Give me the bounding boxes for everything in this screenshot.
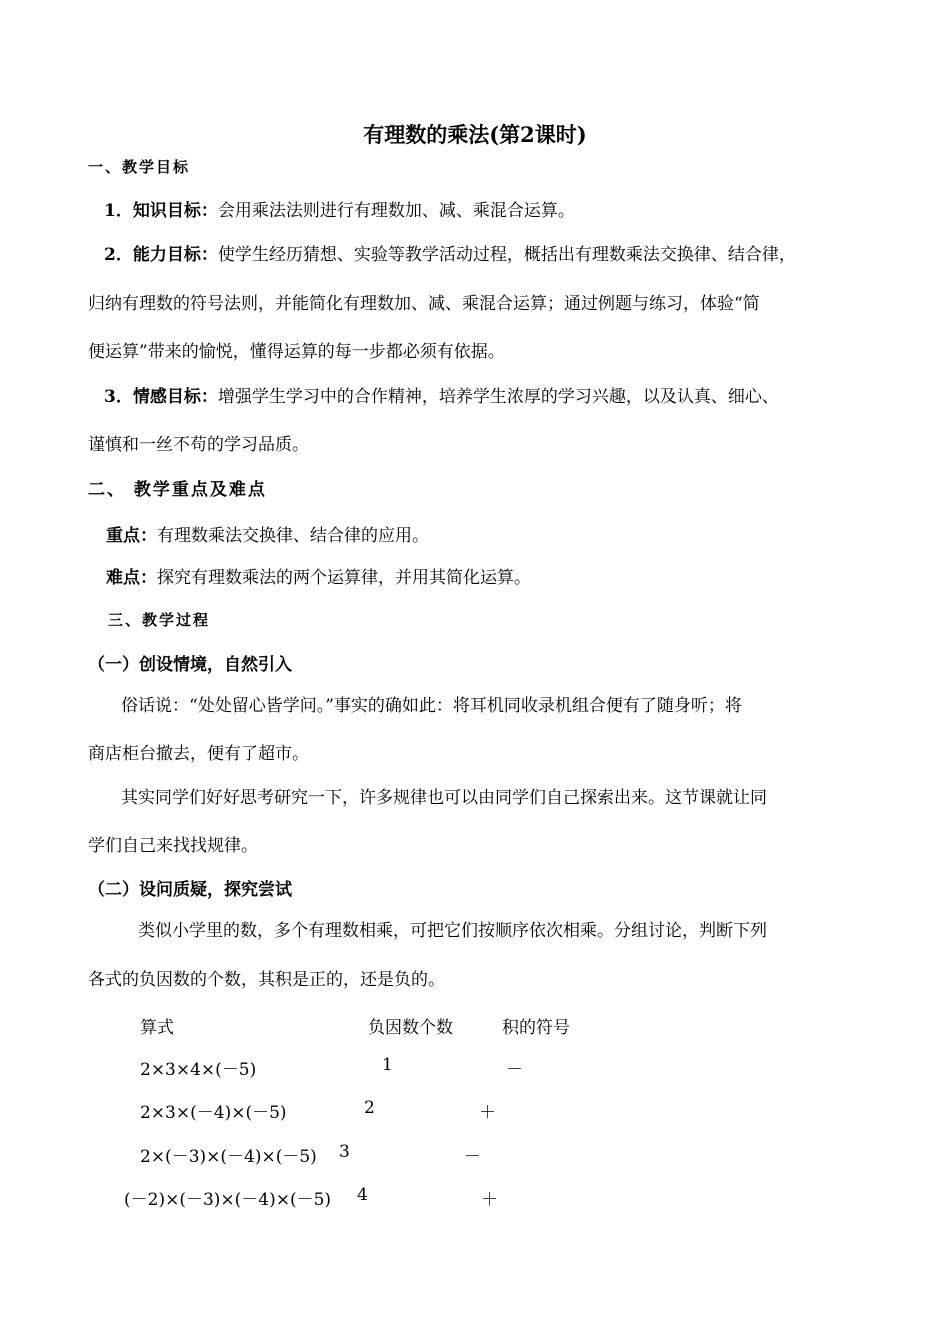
subsection-heading-intro: （一）创设情境，自然引入	[88, 655, 292, 675]
table-cell-expression: 2×3×(－4)×(－5)	[140, 1103, 287, 1123]
paragraph-line: 归纳有理数的符号法则，并能简化有理数加、减、乘混合运算；通过例题与练习，体验“简	[88, 294, 760, 314]
paragraph-line: 其实同学们好好思考研究一下，许多规律也可以由同学们自己探索出来。这节课就让同	[121, 788, 767, 808]
difficult-point-label: 难点：	[106, 568, 157, 588]
table-cell-count: 4	[357, 1185, 368, 1205]
subsection-heading-explore: （二）设问质疑，探究尝试	[88, 880, 292, 900]
difficult-point-text: 探究有理数乘法的两个运算律，并用其简化运算。	[157, 568, 531, 588]
table-cell-expression: 2×3×4×(－5)	[140, 1060, 257, 1080]
objective-text: 会用乘法法则进行有理数加、减、乘混合运算。	[217, 201, 575, 221]
objective-knowledge	[104, 201, 575, 221]
table-cell-count: 2	[364, 1098, 375, 1118]
section-heading-process: 三、教学过程	[108, 611, 211, 629]
table-cell-sign: ＋	[479, 1103, 496, 1123]
objective-text: 使学生经历猜想、实验等教学活动过程，概括出有理数乘法交换律、结合律，	[217, 245, 796, 265]
paragraph-line: 谨慎和一丝不苟的学习品质。	[88, 435, 309, 455]
paragraph-line: 俗话说：“处处留心皆学问。”事实的确如此：将耳机同收录机组合便有了随身听；将	[121, 696, 742, 716]
paragraph-line: 商店柜台撤去，便有了超市。	[88, 744, 309, 764]
objective-text: 增强学生学习中的合作精神，培养学生浓厚的学习兴趣，以及认真、细心、	[217, 387, 779, 407]
table-cell-expression: (－2)×(－3)×(－4)×(－5)	[124, 1190, 332, 1210]
key-point-label: 重点：	[106, 526, 157, 546]
objective-label: 1．知识目标：	[104, 201, 218, 221]
difficult-point	[106, 568, 531, 588]
table-header: 积的符号	[502, 1018, 570, 1038]
key-point	[106, 526, 429, 546]
key-point-text: 有理数乘法交换律、结合律的应用。	[157, 526, 429, 546]
section-heading-key-points: 二、 教学重点及难点	[88, 480, 267, 500]
paragraph-line: 各式的负因数的个数，其积是正的，还是负的。	[88, 970, 445, 990]
page-title: 有理数的乘法(第2课时)	[363, 122, 587, 147]
table-cell-count: 1	[382, 1055, 393, 1075]
objective-ability	[104, 245, 796, 265]
table-cell-sign: ＋	[481, 1190, 498, 1210]
table-cell-sign: －	[506, 1060, 523, 1080]
objective-emotion	[104, 387, 779, 407]
table-cell-count: 3	[339, 1142, 350, 1162]
section-heading-objectives: 一、教学目标	[88, 158, 191, 176]
table-cell-expression: 2×(－3)×(－4)×(－5)	[140, 1147, 317, 1167]
paragraph-line: 类似小学里的数，多个有理数相乘，可把它们按顺序依次相乘。分组讨论，判断下列	[138, 921, 767, 941]
objective-label: 3．情感目标：	[104, 387, 218, 407]
paragraph-line: 便运算”带来的愉悦，懂得运算的每一步都必须有依据。	[88, 342, 505, 362]
paragraph-line: 学们自己来找找规律。	[88, 836, 258, 856]
table-header: 负因数个数	[368, 1018, 453, 1038]
table-cell-sign: －	[464, 1147, 481, 1167]
objective-label: 2．能力目标：	[104, 245, 218, 265]
table-header: 算式	[140, 1018, 174, 1038]
